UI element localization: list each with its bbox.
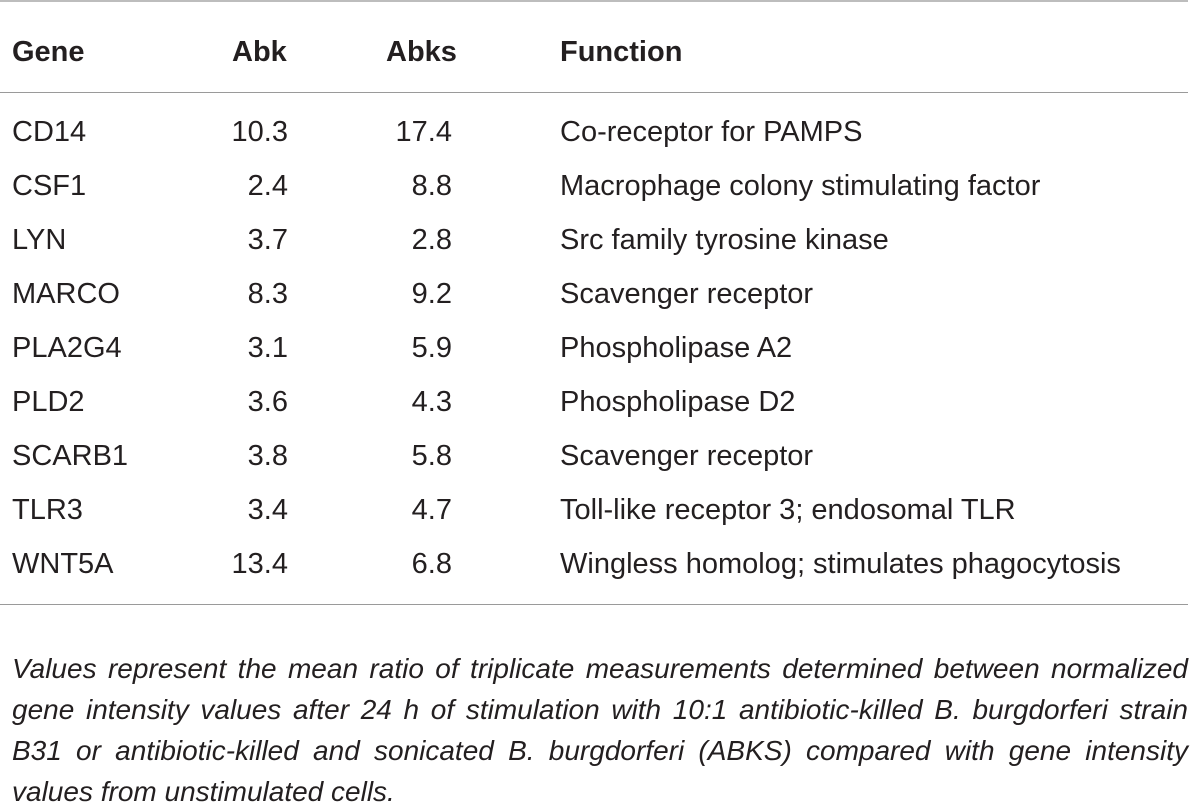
cell-function: Wingless homolog; stimulates phagocytosis (560, 548, 1121, 580)
cell-function: Macrophage colony stimulating factor (560, 170, 1041, 202)
cell-function: Phospholipase A2 (560, 332, 793, 364)
header-gene: Gene (12, 36, 85, 68)
cell-function: Toll-like receptor 3; endosomal TLR (560, 494, 1016, 526)
cell-gene: PLD2 (12, 386, 85, 418)
cell-gene: WNT5A (12, 548, 114, 580)
cell-abks: 4.3 (411, 386, 452, 418)
cell-gene: TLR3 (12, 494, 83, 526)
table-body (0, 112, 1200, 598)
table-row (0, 436, 1200, 490)
cell-abk: 13.4 (231, 548, 288, 580)
cell-function: Scavenger receptor (560, 440, 814, 472)
table-row (0, 166, 1200, 220)
cell-function: Src family tyrosine kinase (560, 224, 889, 256)
cell-abk: 3.4 (247, 494, 288, 526)
table-row (0, 382, 1200, 436)
cell-abk: 3.7 (247, 224, 288, 256)
cell-gene: CSF1 (12, 170, 87, 202)
cell-abks: 9.2 (411, 278, 452, 310)
table-row (0, 220, 1200, 274)
header-abks: Abks (386, 36, 457, 68)
cell-function: Phospholipase D2 (560, 386, 796, 418)
header-abk: Abk (232, 36, 287, 68)
cell-abks: 8.8 (411, 170, 452, 202)
cell-abk: 2.4 (247, 170, 288, 202)
cell-gene: LYN (12, 224, 67, 256)
table-header-row (0, 32, 1200, 72)
cell-abk: 10.3 (231, 116, 288, 148)
cell-abk: 3.6 (247, 386, 288, 418)
table-row (0, 274, 1200, 328)
cell-abk: 3.8 (247, 440, 288, 472)
table-footer-rule (0, 604, 1188, 605)
cell-abks: 5.9 (411, 332, 452, 364)
cell-abks: 2.8 (411, 224, 452, 256)
table-top-rule (0, 0, 1188, 2)
table-row (0, 328, 1200, 382)
table-row (0, 544, 1200, 598)
cell-abks: 4.7 (411, 494, 452, 526)
cell-abks: 17.4 (395, 116, 452, 148)
cell-function: Scavenger receptor (560, 278, 814, 310)
cell-function: Co-receptor for PAMPS (560, 116, 863, 148)
cell-abks: 5.8 (411, 440, 452, 472)
cell-gene: SCARB1 (12, 440, 129, 472)
table-row (0, 112, 1200, 166)
table-header-rule (0, 92, 1188, 93)
cell-abk: 3.1 (247, 332, 288, 364)
cell-gene: PLA2G4 (12, 332, 122, 364)
cell-gene: CD14 (12, 116, 87, 148)
table-footnote: Values represent the mean ratio of triplicate measurements determined between normalized gene intensity values after 24 h of stimulation with 10:1 antibiotic-killed B. burgdorferi strain B31 or antibiotic-killed and sonicated B. burgdorferi (ABKS) compared with gene intensity values from unstimulated cells. (12, 653, 1188, 807)
cell-abks: 6.8 (411, 548, 452, 580)
cell-abk: 8.3 (247, 278, 288, 310)
header-function: Function (560, 36, 683, 68)
cell-gene: MARCO (12, 278, 120, 310)
table-row (0, 490, 1200, 544)
